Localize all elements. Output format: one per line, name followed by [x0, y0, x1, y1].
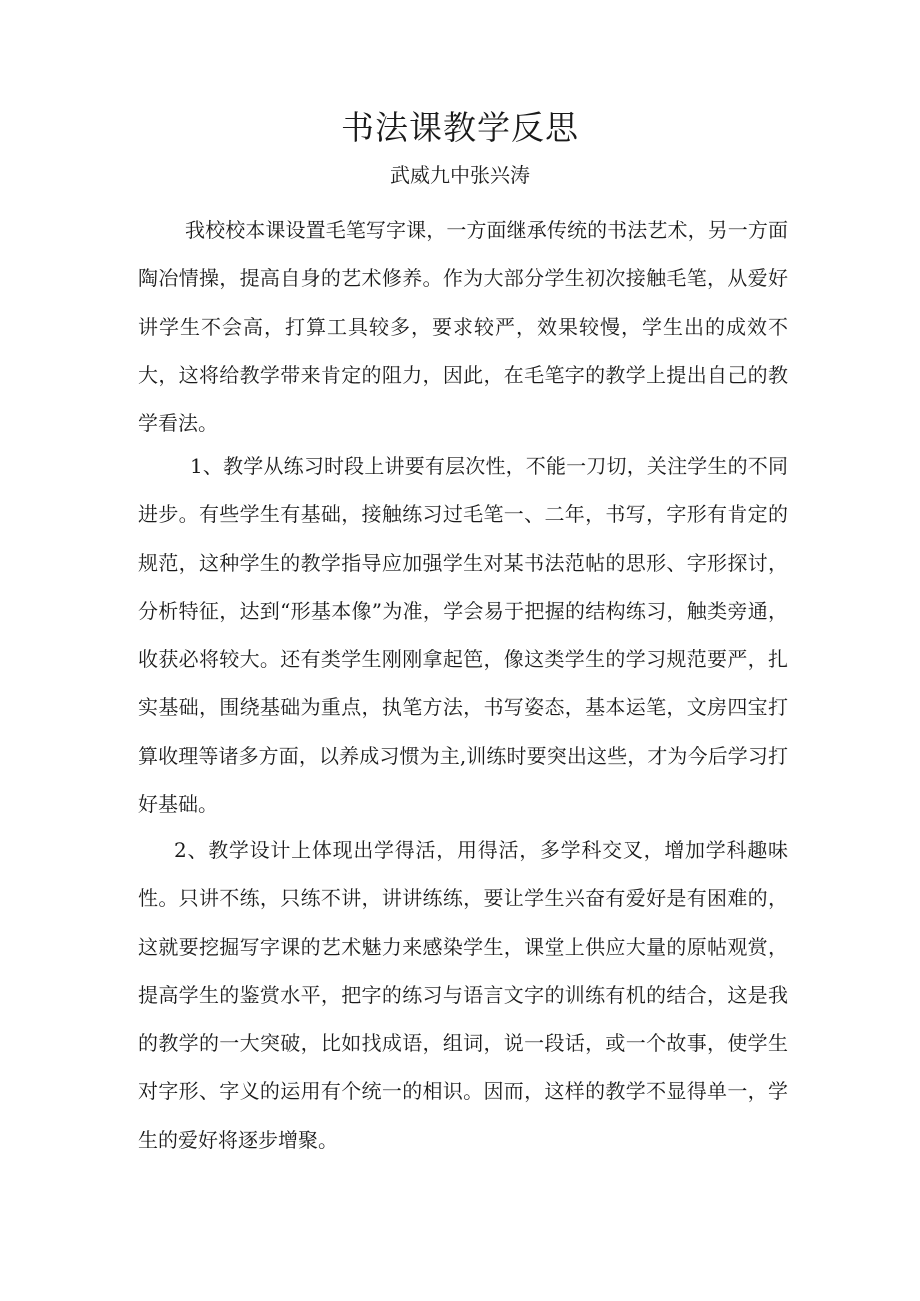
page-title: 书法课教学反思: [341, 108, 579, 147]
paragraph-intro: 我校校本课设置毛笔写字课，一方面继承传统的书法艺术，另一方面陶冶情操，提高自身的艺术修养。作为大部分学生初次接触毛笔，从爱好讲学生不会高，打算工具较多，要求较严，效果较慢，学生出的成效不大，这将给教学带来肯定的阻力，因此，在毛笔字的教学上提出自己的教学看法。: [138, 218, 788, 436]
paragraph-point-2: 2、教学设计上体现出学得活，用得活，多学科交叉，增加学科趣味性。只讲不练，只练不讲，讲讲练练，要让学生兴奋有爱好是有困难的，这就要挖掘写字课的艺术魅力来感染学生，课堂上供应大量的原帖观赏，提高学生的鉴赏水平，把字的练习与语言文字的训练有机的结合，这是我的教学的一大突破，比如找成语，组词，说一段话，或一个故事，使学生对字形、字义的运用有个统一的相识。因而，这样的教学不显得单一，学生的爱好将逐步增聚。: [138, 838, 788, 1152]
paragraph-point-1: 1、教学从练习时段上讲要有层次性，不能一刀切，关注学生的不同进步。有些学生有基础，接触练习过毛笔一、二年，书写，字形有肯定的规范，这种学生的教学指导应加强学生对某书法范帖的思形、字形探讨，分析特征，达到“形基本像”为准，学会易于把握的结构练习，触类旁通，收获必将较大。还有类学生刚刚拿起笆，像这类学生的学习规范要严，扎实基础，围绕基础为重点，执笔方法，书写姿态，基本运笔，文房四宝打算收理等诸多方面，以养成习惯为主,训练时要突出这些，才为今后学习打好基础。: [138, 454, 788, 817]
author-line: 武威九中张兴涛: [390, 163, 530, 187]
